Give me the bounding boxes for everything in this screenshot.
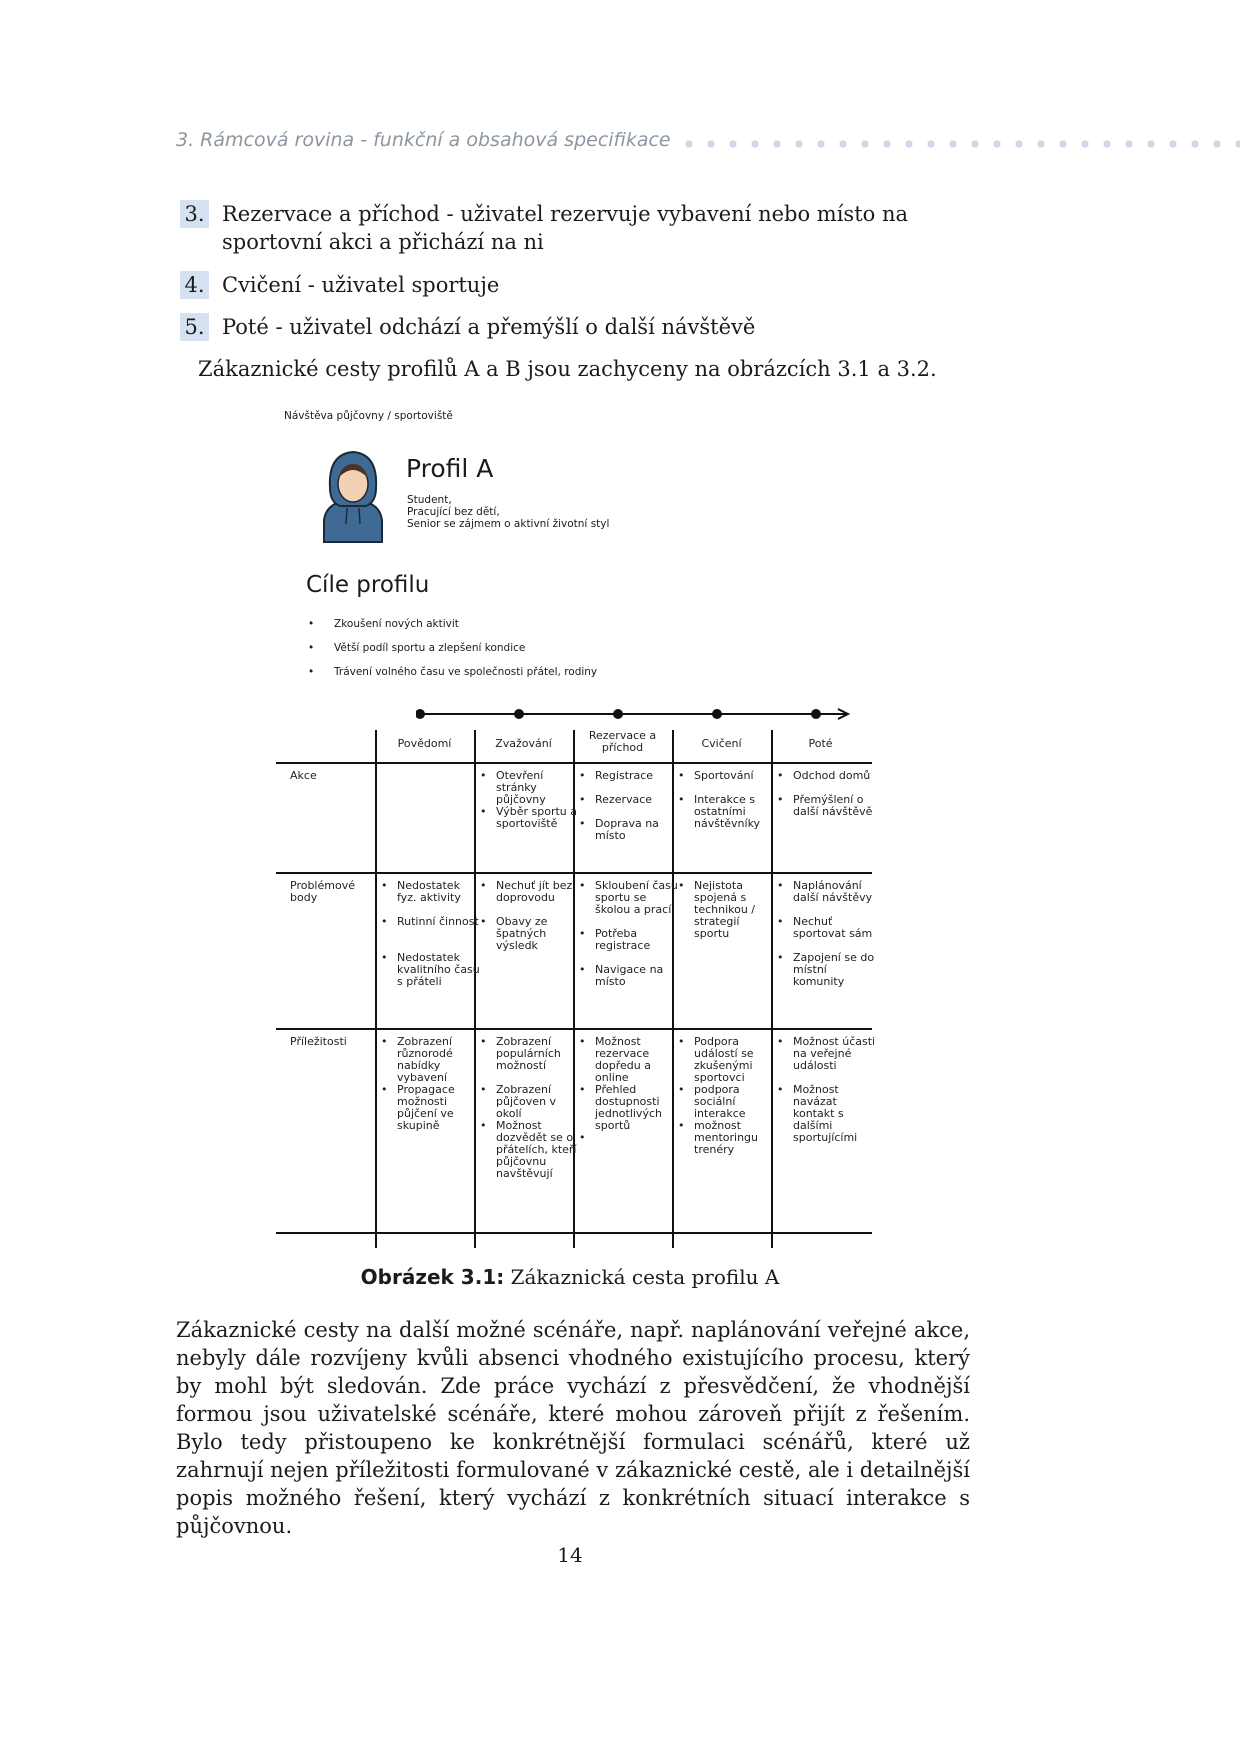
cell-bullet: • (381, 1083, 388, 1096)
cell-bullet: • (777, 879, 784, 892)
cell-item: podpora sociální interakce (694, 1083, 746, 1120)
cell-bullet: • (381, 879, 388, 892)
cell-item: Potřeba registrace (595, 927, 651, 952)
cell-bullet: • (777, 793, 784, 806)
cell-bullet: • (579, 817, 586, 830)
caption-text: Zákaznická cesta profilu A (510, 1265, 780, 1289)
figure-context-label: Návštěva půjčovny / sportoviště (284, 410, 453, 422)
stage-header: Poté (808, 737, 833, 750)
cell-bullet: • (678, 1035, 685, 1048)
cell-item: Přehled dostupnosti jednotlivých sportů (595, 1083, 662, 1132)
cell-item: Možnost dozvědět se o přátelích, kteří půjčovnu navštěvují (496, 1119, 577, 1180)
figure-caption (0, 1265, 1140, 1289)
cell-bullet: • (579, 1131, 586, 1144)
list-text: Cvičení - uživatel sportuje (222, 273, 500, 297)
cell-bullet: • (579, 1035, 586, 1048)
cell-item: Nedostatek fyz. aktivity (397, 879, 461, 904)
cell-bullet: • (381, 915, 388, 928)
goal-bullet: • (308, 618, 315, 630)
profile-desc-line: Pracující bez dětí, (407, 506, 500, 518)
goals-title: Cíle profilu (306, 572, 430, 598)
cell-bullet: • (579, 1083, 586, 1096)
cell-item: Skloubení času sportu se školou a prací (595, 879, 678, 916)
cell-bullet: • (480, 805, 487, 818)
list-item (180, 271, 980, 299)
cell-item: Obavy ze špatných výsledk (496, 915, 548, 952)
profile-desc-line: Student, (407, 494, 452, 506)
goal-item: Větší podíl sportu a zlepšení kondice (334, 642, 526, 654)
profile-desc-line: Senior se zájmem o aktivní životní styl (407, 518, 610, 530)
row-label: Příležitosti (290, 1035, 347, 1048)
cell-bullet: • (678, 793, 685, 806)
goal-item: Trávení volného času ve společnosti přátel, rodiny (334, 666, 598, 678)
caption-label: Obrázek 3.1: (360, 1265, 505, 1289)
row-label: Problémové body (290, 879, 355, 904)
cell-item: Doprava na místo (595, 817, 659, 842)
cell-bullet: • (480, 915, 487, 928)
running-header: 3. Rámcová rovina - funkční a obsahová specifikace (176, 129, 671, 151)
list-text: Rezervace a příchod - uživatel rezervuje vybavení nebo místo na sportovní akci a přichází na ni (222, 202, 908, 254)
cell-bullet: • (777, 1083, 784, 1096)
cell-item: Nejistota spojená s technikou / strategií sportu (694, 879, 756, 940)
cell-item: Zobrazení půjčoven v okolí (496, 1083, 557, 1120)
cell-item: Odchod domů (793, 769, 871, 782)
cell-bullet: • (678, 769, 685, 782)
cell-bullet: • (579, 963, 586, 976)
journey-timeline (416, 704, 856, 724)
cell-item: Nedostatek kvalitního času s přáteli (397, 951, 480, 988)
customer-journey-figure (276, 404, 876, 1250)
list-number: 5. (180, 313, 209, 341)
goal-bullet: • (308, 666, 315, 678)
cell-bullet: • (678, 1119, 685, 1132)
profile-title: Profil A (406, 454, 494, 483)
cell-bullet: • (480, 1083, 487, 1096)
cell-bullet: • (777, 769, 784, 782)
cell-item: Propagace možnosti půjčení ve skupině (397, 1083, 455, 1132)
cell-bullet: • (579, 927, 586, 940)
list-text: Poté - uživatel odchází a přemýšlí o další návštěvě (222, 315, 756, 339)
cell-item: možnost mentoringu trenéry (694, 1119, 759, 1156)
timeline-dot (514, 709, 524, 719)
cell-item: Možnost účasti na veřejné události (793, 1035, 876, 1072)
list-item (180, 200, 980, 256)
cell-item: Podpora událostí se zkušenými sportovci (694, 1035, 754, 1084)
cell-bullet: • (480, 1119, 487, 1132)
cell-bullet: • (777, 1035, 784, 1048)
stage-header: Povědomí (397, 737, 452, 750)
cell-item: Rutinní činnost (397, 915, 479, 928)
cell-item: Výběr sportu a sportoviště (496, 805, 577, 830)
stage-header: Rezervace a příchod (588, 729, 657, 754)
cell-bullet: • (381, 951, 388, 964)
cell-item: Rezervace (595, 793, 653, 806)
cell-bullet: • (579, 879, 586, 892)
timeline-dot (416, 709, 425, 719)
body-paragraph: Zákaznické cesty na další možné scénáře, např. naplánování veřejné akce, nebyly dále rozvíjeny kvůli absenci vhodného existujícího procesu, který by mohl být sledován. Zde práce vychází z přesvědčení, že vhodnější formou jsou uživatelské scénáře, které mohou zároveň přijít z řešením. Bylo tedy přistoupeno ke konkrétnější formulaci scénářů, které už zahrnují nejen příležitosti formulované v zákaznické cestě, ale i detailnější popis možného řešení, který vychází z konkrétních situací interakce s půjčovnou. (176, 1318, 970, 1538)
cell-item: Naplánování další návštěvy (793, 879, 873, 904)
cell-item: Možnost rezervace dopředu a online (595, 1035, 651, 1084)
cell-item: Sportování (694, 769, 754, 782)
row-label: Akce (290, 769, 317, 782)
stage-header: Cvičení (701, 737, 742, 750)
cell-bullet: • (480, 879, 487, 892)
header-dot-rule (678, 139, 1240, 149)
stage-header: Zvažování (495, 737, 552, 750)
table-rule (375, 730, 377, 1248)
goal-item: Zkoušení nových aktivit (334, 618, 459, 630)
cell-bullet: • (381, 1035, 388, 1048)
cell-bullet: • (678, 1083, 685, 1096)
hooded-person-icon (320, 448, 386, 544)
cell-bullet: • (579, 769, 586, 782)
page-number: 14 (557, 1543, 583, 1567)
timeline-dot (811, 709, 821, 719)
cell-item: Interakce s ostatními návštěvníky (694, 793, 761, 830)
cell-bullet: • (480, 1035, 487, 1048)
cell-bullet: • (579, 793, 586, 806)
intro-paragraph: Zákaznické cesty profilů A a B jsou zachyceny na obrázcích 3.1 a 3.2. (198, 357, 937, 381)
timeline-dot (613, 709, 623, 719)
cell-bullet: • (678, 879, 685, 892)
cell-bullet: • (777, 915, 784, 928)
goal-bullet: • (308, 642, 315, 654)
table-rule (672, 730, 674, 1248)
table-rule (474, 730, 476, 1248)
cell-bullet: • (480, 769, 487, 782)
cell-item: Zobrazení různorodé nabídky vybavení (397, 1035, 453, 1084)
cell-item: Přemýšlení o další návštěvě (793, 793, 873, 818)
timeline-dot (712, 709, 722, 719)
list-number: 4. (180, 271, 209, 299)
cell-item: Otevření stránky půjčovny (496, 769, 546, 806)
cell-item: Zobrazení populárních možností (496, 1035, 561, 1072)
cell-item: Navigace na místo (595, 963, 664, 988)
cell-item: Registrace (595, 769, 654, 782)
cell-bullet: • (777, 951, 784, 964)
cell-item: Nechuť sportovat sám (793, 915, 873, 940)
cell-item: Zapojení se do místní komunity (793, 951, 875, 988)
cell-item: Nechuť jít bez doprovodu (496, 879, 573, 904)
list-item (180, 313, 980, 341)
list-number: 3. (180, 200, 209, 228)
cell-item: Možnost navázat kontakt s dalšími sportujícími (793, 1083, 858, 1144)
